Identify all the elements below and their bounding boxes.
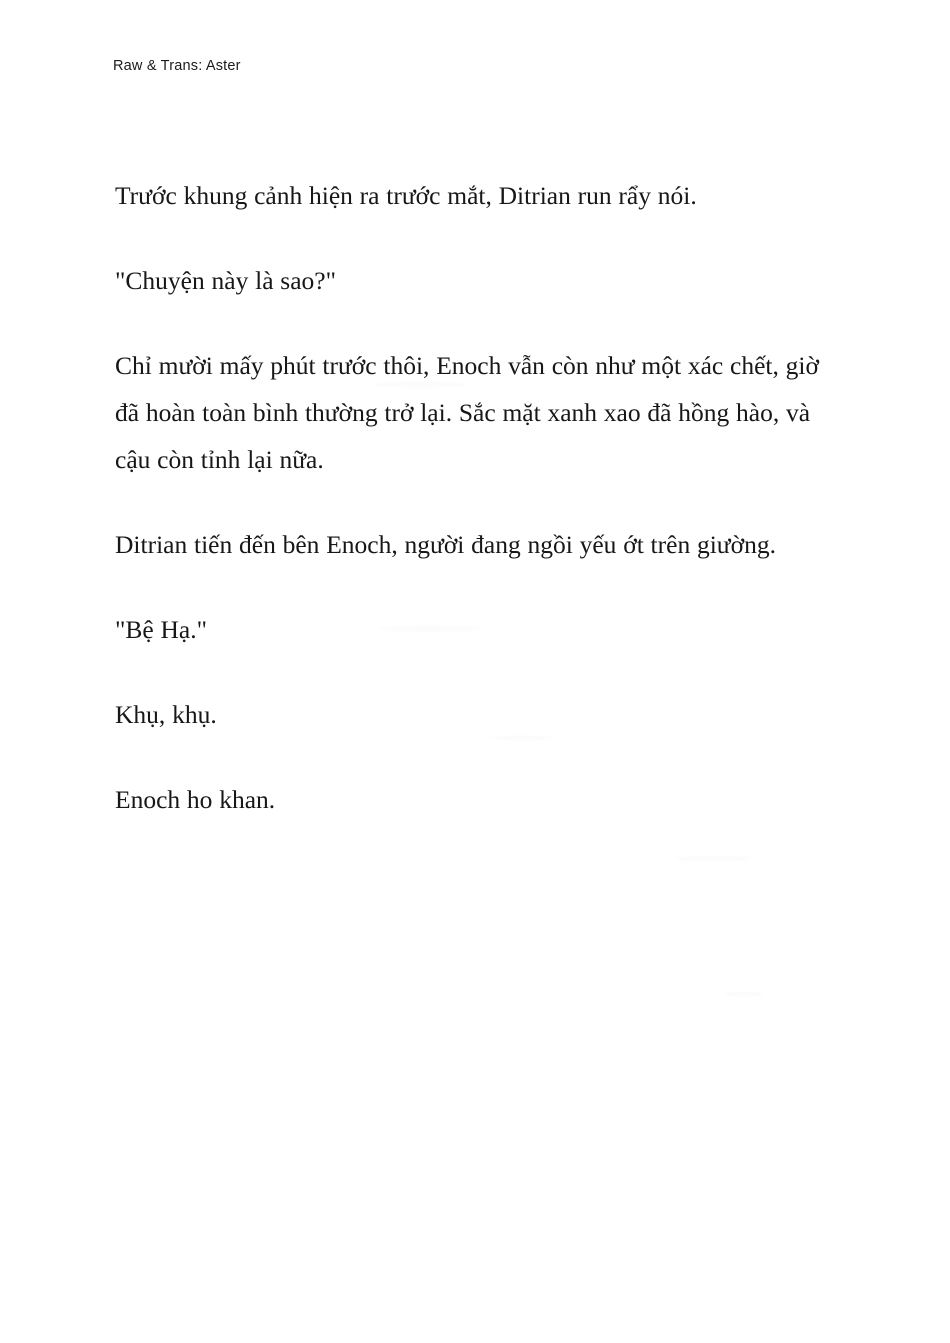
paragraph: "Chuyện này là sao?": [115, 266, 337, 295]
paragraph: Chỉ mười mấy phút trước thôi, Enoch vẫn còn như một xác chết, giờ đã hoàn toàn bình thường trở lại. Sắc mặt xanh xao đã hồng hào, và cậu còn tỉnh lại nữa.: [115, 351, 819, 474]
paragraph: "Bệ Hạ.": [115, 615, 208, 644]
body-text-column: [115, 172, 821, 823]
translation-credit: Raw & Trans: Aster: [113, 58, 241, 74]
scan-artifact: [676, 856, 750, 861]
paragraph: Trước khung cảnh hiện ra trước mắt, Ditrian run rẩy nói.: [115, 181, 697, 210]
paragraph: Khụ, khụ.: [115, 700, 217, 729]
scan-artifact: [724, 992, 764, 996]
paragraph: Enoch ho khan.: [115, 785, 276, 814]
paragraph: Ditrian tiến đến bên Enoch, người đang ngồi yếu ớt trên giường.: [115, 530, 776, 559]
